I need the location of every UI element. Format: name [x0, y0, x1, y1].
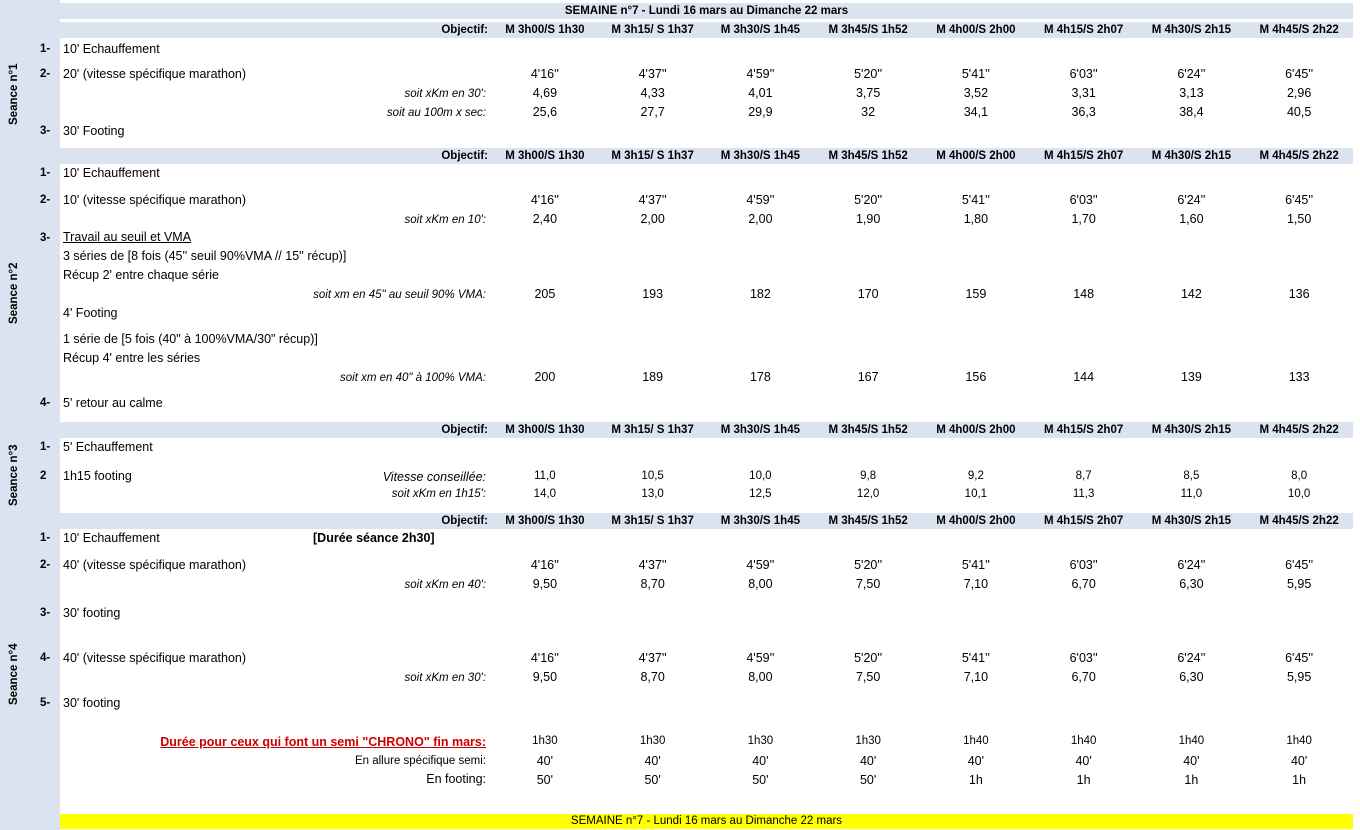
step-number: 2: [40, 470, 47, 482]
value-cell: 40': [536, 754, 554, 768]
step-text: 30' footing: [63, 696, 121, 710]
value-cell: 5'20'': [854, 651, 883, 665]
km-row: [491, 670, 1353, 684]
value-cell: 6'03'': [1069, 193, 1098, 207]
sec100-row: [491, 105, 1353, 119]
row-label: Vitesse conseillée:: [382, 470, 486, 484]
value-cell: M 3h45/S 1h52: [828, 150, 908, 162]
value-cell: 10,0: [749, 470, 772, 482]
step-number: 3-: [40, 125, 51, 137]
step-text: 40' (vitesse spécifique marathon): [63, 558, 247, 572]
value-cell: 14,0: [533, 488, 557, 500]
value-cell: 142: [1180, 287, 1202, 301]
step-text: 5' Echauffement: [63, 440, 153, 454]
value-cell: M 3h15/ S 1h37: [611, 515, 694, 527]
value-cell: 36,3: [1071, 105, 1096, 119]
value-cell: 34,1: [963, 105, 989, 119]
value-cell: 50': [536, 773, 554, 787]
value-cell: 6,30: [1179, 577, 1204, 591]
objective-row: [491, 424, 1353, 436]
step-text: 10' Echauffement: [63, 42, 160, 56]
step-text: 30' footing: [63, 606, 121, 620]
km-row: [491, 577, 1353, 591]
value-cell: 3,52: [963, 86, 989, 100]
value-cell: 4,33: [640, 86, 665, 100]
value-cell: 136: [1288, 287, 1310, 301]
value-cell: 1h40: [963, 735, 989, 747]
row-label: soit xKm en 10':: [404, 214, 486, 226]
value-cell: 11,0: [534, 470, 556, 482]
row-label: soit au 100m x sec:: [386, 107, 486, 119]
step-text: 20' (vitesse spécifique marathon): [63, 67, 247, 81]
value-cell: 205: [534, 287, 556, 301]
value-cell: 1h40: [1286, 735, 1312, 747]
objective-cell: M 4h15/S 2h07: [1043, 24, 1124, 36]
value-cell: 6,70: [1071, 577, 1096, 591]
value-cell: 4'37'': [638, 651, 667, 665]
value-cell: 1,60: [1179, 212, 1204, 226]
value-cell: M 3h00/S 1h30: [505, 515, 585, 527]
value-cell: 5'41'': [961, 67, 990, 81]
value-cell: 7,50: [855, 577, 881, 591]
value-cell: 27,7: [640, 105, 665, 119]
value-cell: 170: [857, 287, 879, 301]
value-cell: M 3h00/S 1h30: [505, 424, 585, 436]
step-text: Travail au seuil et VMA: [63, 230, 192, 244]
step-text: Récup 4' entre les séries: [63, 351, 201, 365]
step-text: 1h15 footing: [63, 469, 132, 483]
value-cell: 1h30: [747, 735, 774, 747]
value-cell: M 4h30/S 2h15: [1151, 424, 1231, 436]
value-cell: 1,90: [855, 212, 881, 226]
step-text: 10' Echauffement: [63, 166, 160, 180]
value-cell: 11,0: [1180, 488, 1203, 500]
objective-cell: M 3h45/S 1h52: [828, 24, 908, 36]
value-cell: 1,80: [963, 212, 989, 226]
value-cell: 40': [1183, 754, 1200, 768]
value-cell: M 4h00/S 2h00: [936, 424, 1016, 436]
step-number: 3-: [40, 232, 51, 244]
value-cell: 2,00: [748, 212, 773, 226]
step-number: 2-: [40, 194, 51, 206]
value-cell: M 3h15/ S 1h37: [611, 150, 694, 162]
value-cell: 3,13: [1179, 86, 1204, 100]
value-cell: 5'41'': [961, 651, 990, 665]
value-cell: 8,70: [640, 670, 665, 684]
value-cell: 5'20'': [854, 558, 883, 572]
value-cell: 200: [534, 370, 556, 384]
value-cell: 25,6: [532, 105, 558, 119]
value-cell: 8,00: [748, 670, 773, 684]
step-number: 4-: [40, 652, 51, 664]
week-title: SEMAINE n°7 - Lundi 16 mars au Dimanche 22 mars: [564, 5, 849, 17]
value-cell: 4'16'': [530, 558, 559, 572]
session-title-text: Seance n°2: [8, 262, 20, 324]
value-cell: 40': [1290, 754, 1308, 768]
semi-allure-row: [491, 754, 1353, 768]
value-cell: 8,5: [1183, 470, 1200, 482]
step-number: 1-: [40, 532, 51, 544]
objective-label: Objectif:: [441, 424, 488, 436]
value-cell: 1h40: [1070, 735, 1097, 747]
seuil-row: [491, 287, 1353, 301]
row-label: soit xm en 40" à 100% VMA:: [340, 372, 486, 384]
value-cell: 2,40: [532, 212, 558, 226]
objective-label: Objectif:: [441, 150, 488, 162]
value-cell: M 3h30/S 1h45: [720, 150, 800, 162]
objective-cell: M 4h00/S 2h00: [936, 24, 1016, 36]
objective-label: Objectif:: [441, 24, 488, 36]
value-cell: 6'03'': [1069, 651, 1098, 665]
value-cell: 1h: [1184, 773, 1199, 787]
session-title-text: Seance n°4: [8, 643, 20, 705]
value-cell: 156: [965, 370, 987, 384]
value-cell: 5'41'': [961, 558, 990, 572]
value-cell: 9,2: [967, 470, 984, 482]
value-cell: 38,4: [1179, 105, 1204, 119]
value-cell: 50': [644, 773, 661, 787]
value-cell: 4,01: [748, 86, 773, 100]
value-cell: 7,50: [855, 670, 881, 684]
value-cell: 193: [642, 287, 664, 301]
value-cell: 1,70: [1071, 212, 1096, 226]
objective-row: [491, 515, 1353, 527]
value-cell: 5'20'': [854, 67, 883, 81]
value-cell: 9,50: [532, 670, 558, 684]
value-cell: 40,5: [1286, 105, 1312, 119]
value-cell: 40': [967, 754, 985, 768]
value-cell: 40': [644, 754, 661, 768]
value-cell: 6'24'': [1177, 67, 1206, 81]
value-cell: 6'24'': [1177, 651, 1206, 665]
value-cell: 6'03'': [1069, 67, 1098, 81]
session-duration: [Durée séance 2h30]: [313, 531, 435, 545]
value-cell: 4,69: [532, 86, 558, 100]
value-cell: 6'03'': [1069, 558, 1098, 572]
value-cell: 5,95: [1286, 670, 1312, 684]
row-label: soit xKm en 40':: [404, 579, 486, 591]
value-cell: M 4h45/S 2h22: [1259, 515, 1339, 527]
value-cell: 7,10: [963, 577, 989, 591]
value-cell: 6'45'': [1285, 651, 1314, 665]
value-cell: M 4h30/S 2h15: [1151, 150, 1231, 162]
value-cell: 167: [857, 370, 879, 384]
value-cell: 10,0: [1287, 488, 1311, 500]
step-text: Récup 2' entre chaque série: [63, 268, 219, 282]
value-cell: M 3h00/S 1h30: [505, 150, 585, 162]
step-number: 1-: [40, 441, 51, 453]
value-cell: 4'16'': [530, 67, 559, 81]
step-text: 30' Footing: [63, 124, 125, 138]
row-label: En allure spécifique semi:: [354, 755, 486, 767]
value-cell: 50': [859, 773, 877, 787]
step-text: 40' (vitesse spécifique marathon): [63, 651, 247, 665]
objective-cell: M 4h30/S 2h15: [1151, 24, 1231, 36]
value-cell: 4'59'': [746, 193, 775, 207]
value-cell: 133: [1288, 370, 1310, 384]
value-cell: 40': [752, 754, 769, 768]
value-cell: 13,0: [641, 488, 664, 500]
pace-row: [491, 67, 1353, 81]
pace-row: [491, 558, 1353, 572]
value-cell: 2,96: [1286, 86, 1312, 100]
value-cell: 9,50: [532, 577, 558, 591]
step-text: 10' Echauffement: [63, 531, 160, 545]
step-text: 4' Footing: [63, 306, 118, 320]
value-cell: 40': [1075, 754, 1092, 768]
value-cell: M 3h15/ S 1h37: [611, 424, 694, 436]
vma-row: [491, 370, 1353, 384]
value-cell: M 4h15/S 2h07: [1043, 424, 1124, 436]
value-cell: 6'24'': [1177, 193, 1206, 207]
value-cell: 4'37'': [638, 67, 667, 81]
value-cell: 2,00: [640, 212, 665, 226]
value-cell: M 4h45/S 2h22: [1259, 150, 1339, 162]
value-cell: 12,0: [856, 488, 880, 500]
value-cell: 148: [1073, 287, 1095, 301]
value-cell: 4'16'': [530, 651, 559, 665]
step-text: 3 séries de [8 fois (45'' seuil 90%VMA // 15'' récup)]: [63, 249, 347, 263]
value-cell: 32: [861, 105, 876, 119]
value-cell: 4'59'': [746, 651, 775, 665]
value-cell: 5,95: [1286, 577, 1312, 591]
km-row: [491, 488, 1353, 500]
semi-title: Durée pour ceux qui font un semi "CHRONO" fin mars:: [160, 735, 486, 749]
value-cell: 1h30: [532, 735, 558, 747]
value-cell: 5'20'': [854, 193, 883, 207]
value-cell: 6'45'': [1285, 67, 1314, 81]
value-cell: 11,3: [1072, 488, 1095, 500]
step-number: 5-: [40, 697, 51, 709]
value-cell: 3,31: [1071, 86, 1096, 100]
step-text: 1 série de [5 fois (40" à 100%VMA/30" récup)]: [63, 332, 318, 346]
value-cell: M 3h30/S 1h45: [720, 424, 800, 436]
value-cell: 50': [752, 773, 769, 787]
row-label: soit xm en 45" au seuil 90% VMA:: [313, 289, 486, 301]
value-cell: M 3h30/S 1h45: [720, 515, 800, 527]
step-number: 1-: [40, 43, 51, 55]
objective-row: [491, 24, 1353, 36]
value-cell: 144: [1073, 370, 1095, 384]
objective-cell: M 3h15/ S 1h37: [611, 24, 694, 36]
km-row: [491, 86, 1353, 100]
semi-duration-row: [491, 735, 1353, 747]
value-cell: 1h40: [1178, 735, 1205, 747]
value-cell: 10,1: [964, 488, 988, 500]
value-cell: 8,0: [1291, 470, 1308, 482]
session-title-text: Seance n°3: [8, 444, 20, 506]
objective-cell: M 3h00/S 1h30: [505, 24, 585, 36]
value-cell: 1h: [1076, 773, 1091, 787]
step-number: 4-: [40, 397, 51, 409]
value-cell: 40': [859, 754, 877, 768]
value-cell: 139: [1180, 370, 1202, 384]
value-cell: 1h30: [855, 735, 881, 747]
step-number: 2-: [40, 68, 51, 80]
value-cell: 3,75: [855, 86, 881, 100]
value-cell: 4'37'': [638, 558, 667, 572]
value-cell: 8,7: [1075, 470, 1092, 482]
objective-row: [491, 150, 1353, 162]
semi-footing-row: [491, 773, 1353, 787]
value-cell: 6'45'': [1285, 558, 1314, 572]
value-cell: 4'16'': [530, 193, 559, 207]
km-row: [491, 212, 1353, 226]
value-cell: 12,5: [749, 488, 772, 500]
value-cell: 10,5: [641, 470, 664, 482]
step-number: 3-: [40, 607, 51, 619]
value-cell: M 3h45/S 1h52: [828, 515, 908, 527]
value-cell: 1h: [1292, 773, 1307, 787]
value-cell: M 4h30/S 2h15: [1151, 515, 1231, 527]
week-footer: SEMAINE n°7 - Lundi 16 mars au Dimanche 22 mars: [60, 814, 1353, 829]
session-title-text: Seance n°1: [8, 63, 20, 125]
value-cell: 8,00: [748, 577, 773, 591]
value-cell: 4'37'': [638, 193, 667, 207]
step-number: 1-: [40, 167, 51, 179]
value-cell: M 4h45/S 2h22: [1259, 424, 1339, 436]
row-label: soit xKm en 1h15':: [391, 488, 486, 500]
value-cell: 7,10: [963, 670, 989, 684]
value-cell: M 4h00/S 2h00: [936, 515, 1016, 527]
step-text: 10' (vitesse spécifique marathon): [63, 193, 247, 207]
step-number: 2-: [40, 559, 51, 571]
value-cell: 4'59'': [746, 558, 775, 572]
value-cell: 4'59'': [746, 67, 775, 81]
value-cell: 6'24'': [1177, 558, 1206, 572]
objective-cell: M 3h30/S 1h45: [720, 24, 800, 36]
value-cell: 6,70: [1071, 670, 1096, 684]
value-cell: 178: [749, 370, 771, 384]
value-cell: 29,9: [748, 105, 773, 119]
value-cell: 9,8: [860, 470, 877, 482]
row-label: soit xKm en 30':: [404, 672, 486, 684]
step-text: 5' retour au calme: [63, 396, 163, 410]
objective-cell: M 4h45/S 2h22: [1259, 24, 1339, 36]
value-cell: M 4h15/S 2h07: [1043, 150, 1124, 162]
value-cell: 1h30: [639, 735, 666, 747]
pace-row: [491, 651, 1353, 665]
pace-row: [491, 193, 1353, 207]
speed-row: [491, 470, 1353, 482]
value-cell: 5'41'': [961, 193, 990, 207]
value-cell: 182: [749, 287, 771, 301]
value-cell: M 4h00/S 2h00: [936, 150, 1016, 162]
value-cell: M 4h15/S 2h07: [1043, 515, 1124, 527]
row-label: En footing:: [426, 772, 486, 786]
value-cell: 8,70: [640, 577, 665, 591]
value-cell: 189: [642, 370, 664, 384]
value-cell: 6'45'': [1285, 193, 1314, 207]
row-label: soit xKm en 30':: [404, 88, 486, 100]
objective-label: Objectif:: [441, 515, 488, 527]
value-cell: M 3h45/S 1h52: [828, 424, 908, 436]
value-cell: 159: [965, 287, 987, 301]
value-cell: 6,30: [1179, 670, 1204, 684]
value-cell: 1h: [968, 773, 983, 787]
value-cell: 1,50: [1286, 212, 1312, 226]
